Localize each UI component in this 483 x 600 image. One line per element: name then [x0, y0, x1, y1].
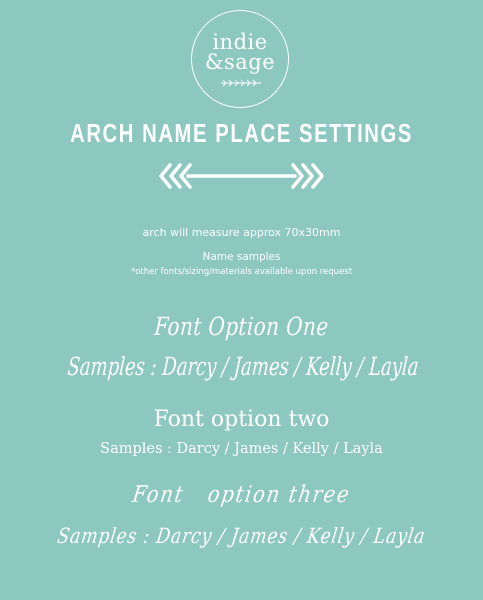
font-option-two-title: Font option two [153, 407, 330, 432]
font-option-three-title: Font option three [130, 482, 353, 508]
font-option-three-samples: Samples : Darcy / James / Kelly / Layla [55, 524, 428, 548]
logo-text-indie: indie [212, 30, 268, 54]
font-option-two-samples: Samples : Darcy / James / Kelly / Layla [100, 441, 383, 457]
font-option-one-title: Font Option One [153, 312, 330, 341]
double-arrow-icon [158, 162, 325, 190]
measurement-text: arch will measure approx 70x30mm [142, 226, 341, 239]
logo-text-sage: &sage [204, 50, 276, 74]
font-option-one-samples: Samples : Darcy / James / Kelly / Layla [66, 352, 420, 381]
brand-logo [191, 10, 289, 108]
name-samples-label: Name samples [202, 251, 281, 263]
page-title: ARCH NAME PLACE SETTINGS [70, 118, 413, 148]
availability-note: *other fonts/sizing/materials available upon request [130, 267, 353, 277]
sprig-icon [220, 79, 262, 87]
